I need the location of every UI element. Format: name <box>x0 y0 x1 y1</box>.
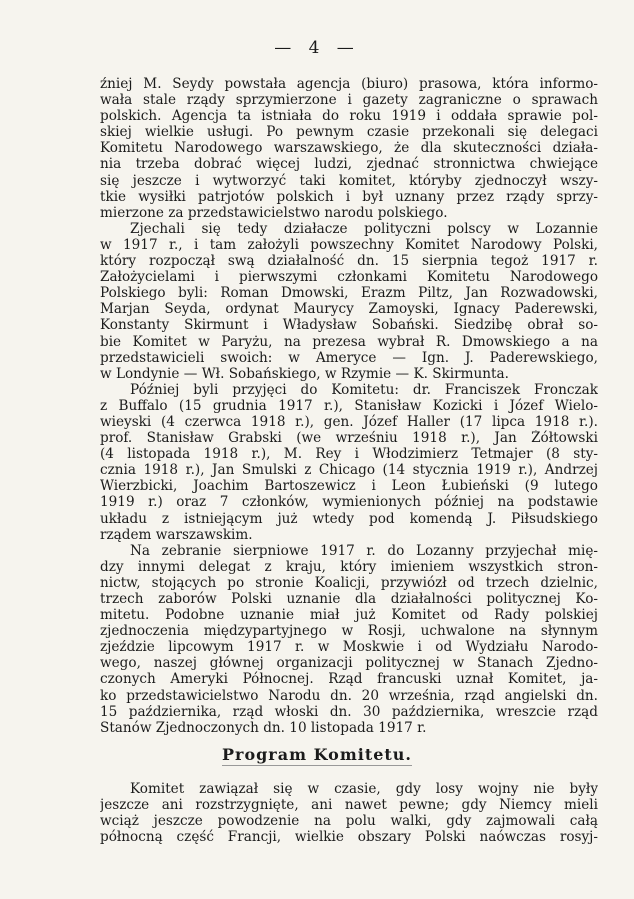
text-line: Zjechali się tedy działacze polityczni polscy w Lozannie <box>130 220 598 237</box>
text-line: nia trzeba dobrać więcej ludzi, zjednać stronnictwa chwiejące <box>100 156 598 173</box>
text-line: prof. Stanisław Grabski (we wrześniu 1918 r.), Jan Żółtowski <box>100 430 598 447</box>
section-title-text: Program Komitetu. <box>221 745 412 764</box>
text-line: w Londynie — Wł. Sobańskiego, w Rzymie — K. Skirmunta. <box>100 365 509 382</box>
text-line: Komitetu Narodowego warszawskiego, że dla skuteczności działa- <box>100 140 598 157</box>
text-line: wieyski (4 czerwca 1918 r.), gen. Józef Haller (17 lipca 1918 r.). <box>100 413 598 430</box>
text-line: 15 października, rząd włoski dn. 30 października, wreszcie rząd <box>100 703 598 720</box>
text-line: mitetu. Podobne uznanie miał już Komitet od Rady polskiej <box>100 607 598 624</box>
text-line: 1919 r.) oraz 7 członków, wymienionych później na podstawie <box>100 494 598 511</box>
text-line: źniej M. Seydy powstała agencja (biuro) prasowa, która informo- <box>100 76 598 92</box>
text-line: Komitet zawiązał się w czasie, gdy losy wojny nie były <box>130 781 598 797</box>
text-line: Później byli przyjęci do Komitetu: dr. Franciszek Fronczak <box>130 381 598 398</box>
text-line: Wierzbicki, Joachim Bartoszewicz i Leon Łubieński (9 lutego <box>100 478 598 495</box>
text-line: układu z istniejącym już wtedy pod komendą J. Piłsudskiego <box>100 510 598 527</box>
body-text <box>100 76 598 736</box>
text-line: ko przedstawicielstwo Narodu dn. 20 września, rząd angielski dn. <box>100 687 598 704</box>
text-line: Konstanty Skirmunt i Władysław Sobański. Siedzibę obrał so- <box>100 317 598 334</box>
text-line: jeszcze ani rozstrzygnięte, ani nawet pewne; gdy Niemcy mieli <box>100 797 598 814</box>
text-line: wciąż jeszcze powodzenie na polu walki, gdy zajmowali całą <box>100 813 598 830</box>
text-line: cznia 1918 r.), Jan Smulski z Chicago (14 stycznia 1919 r.), Andrzej <box>100 462 598 479</box>
text-line: polskich. Agencja ta istniała do roku 1919 i oddała sprawie pol- <box>100 108 598 125</box>
text-line: (4 listopada 1918 r.), M. Rey i Włodzimierz Tetmajer (8 sty- <box>100 446 598 463</box>
text-line: przedstawicieli swoich: w Ameryce — Ign. J. Paderewskiego, <box>100 349 598 366</box>
text-line: północną część Francji, wielkie obszary Polski naówczas rosyj- <box>100 829 598 846</box>
text-line: mierzone za przedstawicielstwo narodu polskiego. <box>100 204 448 221</box>
text-line: wała stale rządy sprzymierzone i gazety zagraniczne o sprawach <box>100 92 598 109</box>
text-line: Stanów Zjednoczonych dn. 10 listopada 1917 r. <box>100 719 427 736</box>
text-line: wego, naszej głównej organizacji politycznej w Stanach Zjedno- <box>100 655 598 672</box>
text-line: Marjan Seyda, ordynat Maurycy Zamoyski, Ignacy Paderewski, <box>100 301 598 318</box>
text-line: nictw, stojących po stronie Koalicji, przywiózł od trzech dzielnic, <box>100 574 598 591</box>
page-number: — 4 — <box>274 38 360 58</box>
text-line: dzy innymi delegat z kraju, który imieniem wszystkich stron- <box>100 558 598 575</box>
text-line: bie Komitet w Paryżu, na prezesa wybrał R. Dmowskiego a na <box>100 333 598 350</box>
text-line: rządem warszawskim. <box>100 526 253 543</box>
text-line: się jeszcze i wytworzyć taki komitet, któryby zjednoczył wszy- <box>100 172 598 189</box>
text-line: zjeździe lipcowym 1917 r. w Moskwie i od Wydziału Narodo- <box>100 639 598 656</box>
text-line: Założycielami i pierwszymi członkami Komitetu Narodowego <box>100 269 598 286</box>
text-line: Polskiego byli: Roman Dmowski, Erazm Piltz, Jan Rozwadowski, <box>100 285 598 302</box>
text-line: Na zebranie sierpniowe 1917 r. do Lozanny przyjechał mię- <box>130 542 598 559</box>
text-line: zjednoczenia międzypartyjnego w Rosji, uchwalone na słynnym <box>100 623 598 640</box>
text-line: czonych Ameryki Północnej. Rząd francuski uznał Komitet, ja- <box>100 671 598 688</box>
text-line: trzech zaborów Polski uznanie dla działalności politycznej Ko- <box>100 591 598 607</box>
text-line: tkie wysiłki patrjotów polskich i był uznany przez rządy sprzy- <box>100 188 598 205</box>
program-text <box>100 781 598 845</box>
text-line: z Buffalo (15 grudnia 1917 r.), Stanisław Kozicki i Józef Wielo- <box>100 397 598 414</box>
text-line: skiej wielkie usługi. Po pewnym czasie przekonali się delegaci <box>100 124 598 141</box>
text-line: w 1917 r., i tam założyli powszechny Komitet Narodowy Polski, <box>100 236 598 253</box>
section-title <box>0 745 634 764</box>
text-line: który rozpoczął swą działalność dn. 15 sierpnia tegoż 1917 r. <box>100 253 598 270</box>
